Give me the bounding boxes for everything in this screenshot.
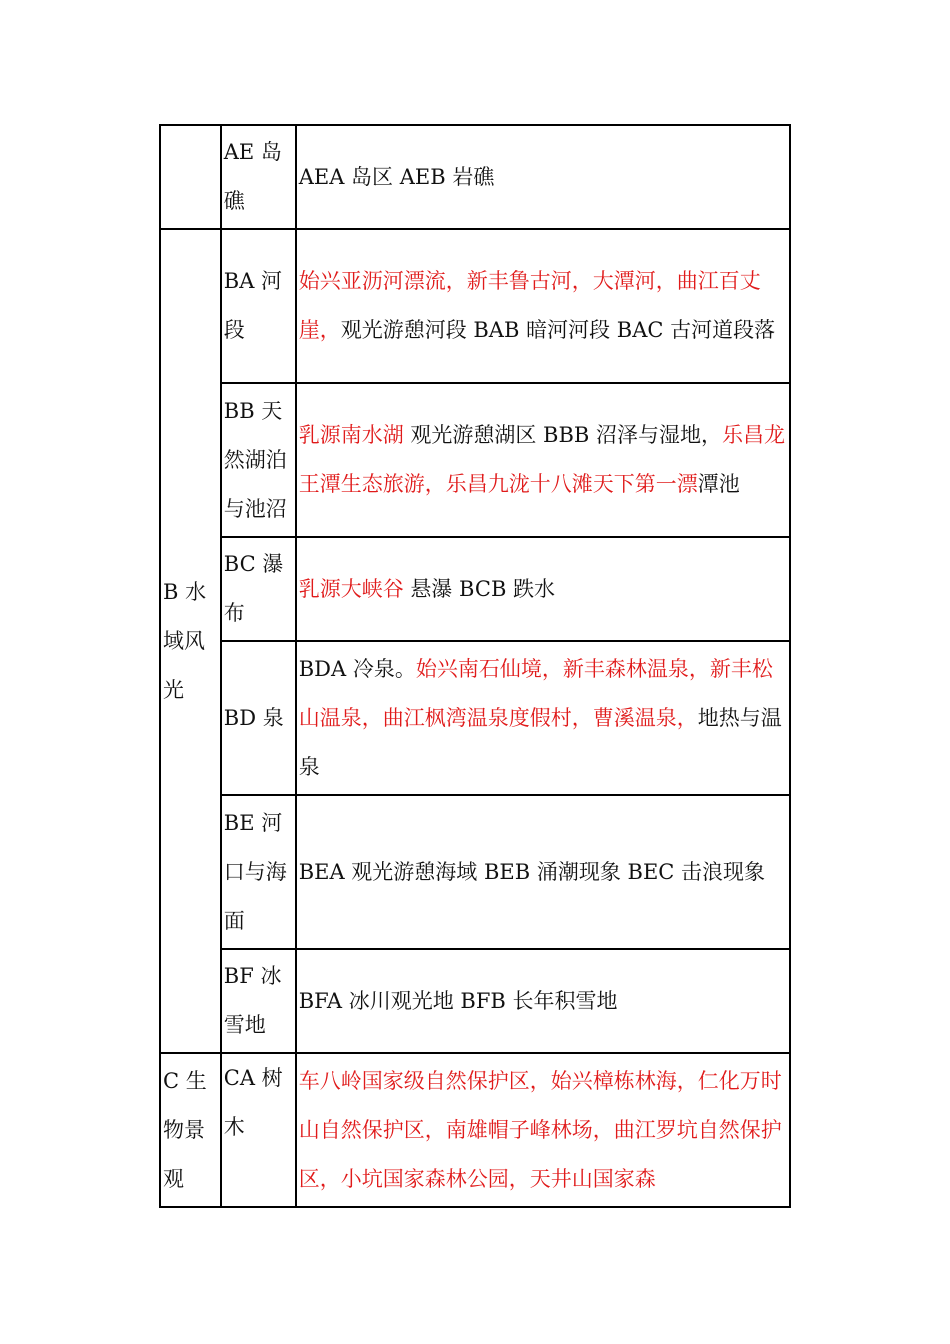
desc-segment: 观光游憩湖区 BBB 沼泽与湿地， xyxy=(403,423,723,447)
category-cell: C 生物景观 xyxy=(160,1053,221,1207)
desc-segment: BDA 冷泉。 xyxy=(298,656,416,681)
desc-segment: BFA 冰川观光地 BFB 长年积雪地 xyxy=(298,988,618,1013)
description-cell xyxy=(296,1053,790,1207)
table-row xyxy=(160,383,790,537)
desc-segment: 观光游憩河段 BAB 暗河河段 BAC 古河道段落 xyxy=(340,318,776,342)
description-cell xyxy=(296,641,790,795)
desc-segment: 乐昌龙王潭生态旅游，乐昌九泷十八滩天下第一漂 xyxy=(298,423,786,496)
code-cell: BA 河段 xyxy=(221,229,296,383)
code-cell: BE 河口与海面 xyxy=(221,795,296,949)
desc-segment: 乳源南水湖 xyxy=(298,423,404,447)
table-row xyxy=(160,229,790,383)
desc-segment: 地热与温泉 xyxy=(298,705,782,779)
code-cell: BD 泉 xyxy=(221,641,296,795)
desc-segment: 乳源大峡谷 xyxy=(298,576,404,601)
desc-segment: 始兴南石仙境，新丰森林温泉，新丰松山温泉，曲江枫湾温泉度假村，曹溪温泉， xyxy=(298,656,773,730)
description-cell xyxy=(296,383,790,537)
desc-segment: 车八岭国家级自然保护区，始兴樟栋林海，仁化万时山自然保护区，南雄帽子峰林场，曲江罗坑自然保护区，小坑国家森林公园，天井山国家森 xyxy=(298,1068,782,1191)
code-cell: BB 天然湖泊与池沼 xyxy=(221,383,296,537)
resource-classification-table xyxy=(159,124,791,1208)
table-row xyxy=(160,1053,790,1207)
desc-segment: 始兴亚沥河漂流，新丰鲁古河，大潭河，曲江百丈崖， xyxy=(298,269,761,342)
desc-segment: 悬瀑 BCB 跌水 xyxy=(403,576,556,601)
description-cell xyxy=(296,795,790,949)
desc-segment: AEA 岛区 AEB 岩礁 xyxy=(298,164,495,189)
desc-segment: BEA 观光游憩海域 BEB 涌潮现象 BEC 击浪现象 xyxy=(298,859,766,884)
category-cell: B 水域风光 xyxy=(160,229,221,1053)
code-cell: BF 冰雪地 xyxy=(221,949,296,1053)
description-cell xyxy=(296,537,790,641)
category-cell xyxy=(160,125,221,229)
code-cell: BC 瀑布 xyxy=(221,537,296,641)
desc-segment: 潭池 xyxy=(697,472,740,496)
code-cell: CA 树木 xyxy=(221,1053,296,1207)
code-cell: AE 岛礁 xyxy=(221,125,296,229)
description-cell xyxy=(296,949,790,1053)
description-cell xyxy=(296,229,790,383)
table-row xyxy=(160,641,790,795)
table-row xyxy=(160,125,790,229)
table-row xyxy=(160,949,790,1053)
table-row xyxy=(160,795,790,949)
description-cell xyxy=(296,125,790,229)
table-row xyxy=(160,537,790,641)
